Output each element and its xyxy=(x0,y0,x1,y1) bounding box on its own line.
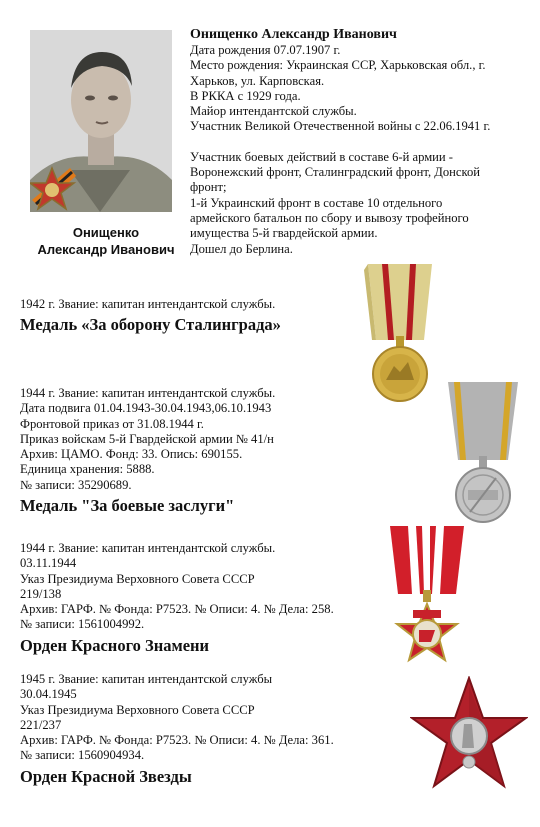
bio-line: Место рождения: Украинская ССР, Харьковская обл., г. xyxy=(190,58,486,73)
award-line: Архив: ЦАМО. Фонд: 33. Опись: 690155. xyxy=(20,447,243,462)
bio-line: Участник Великой Отечественной войны с 22.06.1941 г. xyxy=(190,119,491,134)
bio-line: Дата рождения 07.07.1907 г. xyxy=(190,43,341,57)
portrait-caption xyxy=(26,224,186,258)
award-line: 1945 г. Звание: капитан интендантской службы xyxy=(20,672,273,686)
caption-fullname: Александр Иванович xyxy=(37,242,175,257)
caption-surname: Онищенко xyxy=(72,225,140,240)
award-line: Дата подвига 01.04.1943-30.04.1943,06.10.1943 xyxy=(20,401,272,416)
award-line: Архив: ГАРФ. № Фонда: Р7523. № Описи: 4. № Дела: 361. xyxy=(20,733,334,748)
service-line: имущества 5-й гвардейской армии. xyxy=(190,226,378,241)
award-line: 219/138 xyxy=(20,586,62,601)
award-entry xyxy=(20,297,350,336)
award-line: 03.11.1944 xyxy=(20,556,77,571)
award-line: 1942 г. Звание: капитан интендантской службы. xyxy=(20,297,276,311)
service-line: Воронежский фронт, Сталинградский фронт, Донской xyxy=(190,165,481,180)
award-line: 221/237 xyxy=(20,717,62,732)
order-of-the-red-banner-icon xyxy=(386,524,468,672)
award-line: Архив: ГАРФ. № Фонда: Р7523. № Описи: 4. № Дела: 258. xyxy=(20,602,334,617)
award-entry xyxy=(20,386,350,517)
biography xyxy=(190,26,535,257)
award-line: Фронтовой приказ от 31.08.1944 г. xyxy=(20,416,204,431)
award-line: Единица хранения: 5888. xyxy=(20,462,155,477)
award-title: Орден Красного Знамени xyxy=(20,635,210,655)
award-line: Указ Президиума Верховного Совета СССР xyxy=(20,702,255,717)
medal-for-battle-merit-icon xyxy=(442,380,524,526)
award-line: 1944 г. Звание: капитан интендантской службы. xyxy=(20,541,276,555)
order-of-the-red-star-icon xyxy=(410,676,528,794)
award-title: Медаль "За боевые заслуги" xyxy=(20,496,235,516)
award-title: Медаль «За оборону Сталинграда» xyxy=(20,315,281,335)
award-line: № записи: 1560904934. xyxy=(20,748,145,763)
award-entry xyxy=(20,672,380,788)
service-line: 1-й Украинский фронт в составе 10 отдельного xyxy=(190,195,443,210)
award-line: 30.04.1945 xyxy=(20,687,77,702)
award-line: 1944 г. Звание: капитан интендантской службы. xyxy=(20,386,276,400)
person-name: Онищенко Александр Иванович xyxy=(190,27,397,42)
portrait-photo xyxy=(30,30,172,212)
award-line: № записи: 35290689. xyxy=(20,477,132,492)
award-line: Указ Президиума Верховного Совета СССР xyxy=(20,571,255,586)
bio-line: В РККА с 1929 года. xyxy=(190,88,301,103)
service-line: фронт; xyxy=(190,180,227,195)
service-line: Дошел до Берлина. xyxy=(190,241,293,256)
award-title: Орден Красной Звезды xyxy=(20,766,192,786)
award-line: № записи: 1561004992. xyxy=(20,617,145,632)
award-entry xyxy=(20,541,380,657)
medal-defense-of-stalingrad-icon xyxy=(360,262,440,404)
service-line: Участник боевых действий в составе 6-й армии - xyxy=(190,149,453,164)
bio-line: Майор интендантской службы. xyxy=(190,104,357,119)
portrait-image xyxy=(30,30,172,212)
service-line: армейского батальон по сбору и вывозу трофейного xyxy=(190,210,469,225)
award-line: Приказ войскам 5-й Гвардейской армии № 41/н xyxy=(20,431,274,446)
bio-line: Харьков, ул. Карповская. xyxy=(190,73,325,88)
